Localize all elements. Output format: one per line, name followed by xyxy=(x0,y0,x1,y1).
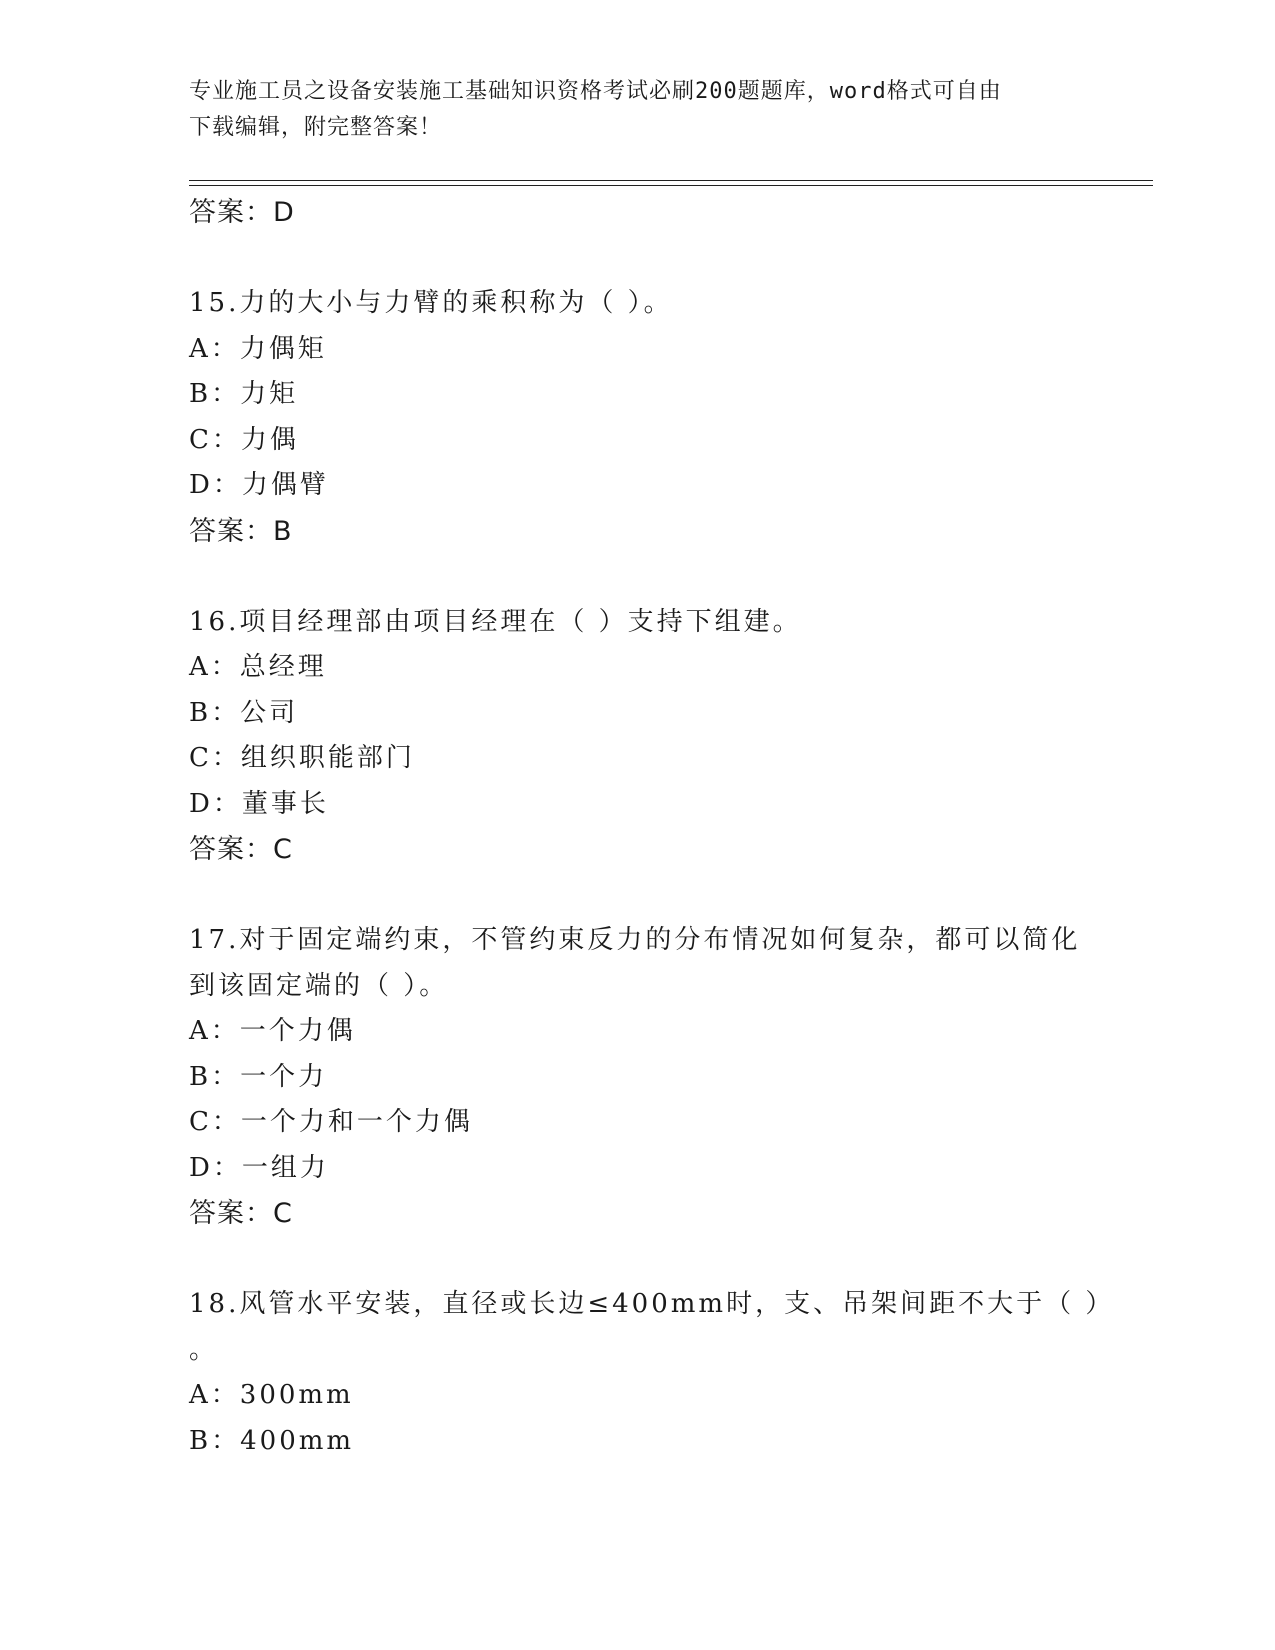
header-divider-bottom xyxy=(189,185,1153,186)
document-header xyxy=(189,74,1089,146)
question-text-line-2: 。 xyxy=(189,1334,219,1365)
option-c: C：力偶 xyxy=(189,424,299,455)
spacer xyxy=(189,554,1089,600)
option-c: C：组织职能部门 xyxy=(189,743,415,773)
option-c: C：一个力和一个力偶 xyxy=(189,1107,473,1137)
header-line-2: 下载编辑，附完整答案！ xyxy=(189,115,443,140)
previous-answer: 答案：D xyxy=(189,197,295,228)
question-text: 15.力的大小与力臂的乘积称为（ ）。 xyxy=(189,288,673,318)
question-block-18 xyxy=(189,1282,1115,1464)
question-block-15 xyxy=(189,281,1089,554)
header-divider-top xyxy=(189,180,1153,181)
spacer xyxy=(189,236,1089,282)
option-d: D：董事长 xyxy=(189,788,329,819)
option-b: B：公司 xyxy=(189,697,299,728)
spacer xyxy=(189,873,1089,919)
question-text-line-2: 到该固定端的（ ）。 xyxy=(189,970,449,1001)
question-block-17 xyxy=(189,918,1089,1237)
answer: 答案：C xyxy=(189,1198,293,1229)
option-b: B：力矩 xyxy=(189,379,299,409)
question-text-line-1: 17.对于固定端约束，不管约束反力的分布情况如何复杂，都可以简化 xyxy=(189,925,1081,955)
option-a: A：力偶矩 xyxy=(189,333,327,364)
question-text: 16.项目经理部由项目经理在（ ）支持下组建。 xyxy=(189,606,802,637)
spacer xyxy=(189,1237,1089,1283)
question-text-line-1: 18.风管水平安装，直径或长边≤400mm时，支、吊架间距不大于（ ） xyxy=(189,1289,1115,1319)
option-b: B：400mm xyxy=(189,1425,355,1456)
header-line-1: 专业施工员之设备安装施工基础知识资格考试必刷200题题库，word格式可自由 xyxy=(189,79,1002,104)
option-a: A：一个力偶 xyxy=(189,1016,356,1046)
question-block-16 xyxy=(189,600,1089,873)
question-list xyxy=(189,190,1115,1464)
option-a: A：总经理 xyxy=(189,652,327,682)
option-b: B：一个力 xyxy=(189,1061,328,1092)
option-a: A：300mm xyxy=(189,1380,354,1410)
answer: 答案：C xyxy=(189,834,293,865)
option-d: D：力偶臂 xyxy=(189,470,329,500)
answer: 答案：B xyxy=(189,515,293,547)
option-d: D：一组力 xyxy=(189,1152,329,1183)
